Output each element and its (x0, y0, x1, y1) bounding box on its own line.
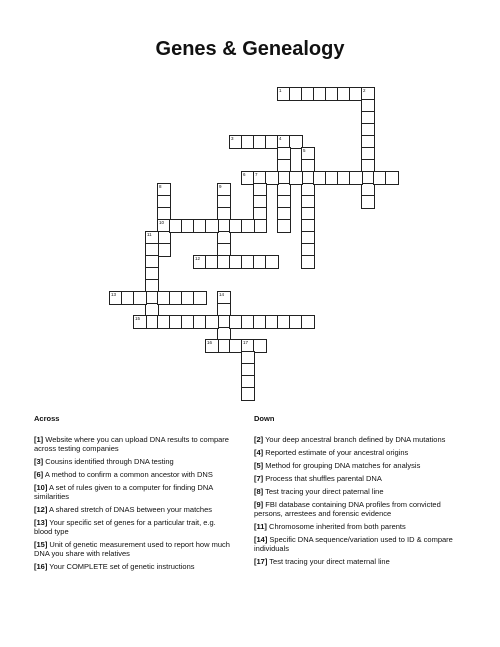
clue-text: Process that shuffles parental DNA (263, 474, 382, 483)
clue-number: [5] (254, 461, 264, 470)
clue-down-5 (254, 461, 459, 470)
grid-cell[interactable] (301, 255, 315, 269)
cell-number: 8 (159, 184, 162, 189)
cell-number: 13 (111, 292, 117, 297)
cell-number: 1 (279, 88, 282, 93)
clue-text: Specific DNA sequence/variation used to ID & compare individuals (254, 535, 453, 553)
clue-across-1 (34, 435, 234, 453)
clue-number: [8] (254, 487, 264, 496)
cell-number: 17 (243, 340, 249, 345)
clue-text: Your deep ancestral branch defined by DNA mutations (263, 435, 446, 444)
grid-cell[interactable] (133, 315, 147, 329)
grid-cell[interactable] (253, 339, 267, 353)
clue-number: [1] (34, 435, 44, 444)
cell-number: 12 (195, 256, 201, 261)
clue-across-3 (34, 457, 234, 466)
grid-cell[interactable] (157, 243, 171, 257)
grid-cell[interactable] (265, 171, 279, 185)
clue-text: A shared stretch of DNAS between your matches (47, 505, 213, 514)
clue-text: Method for grouping DNA matches for analysis (263, 461, 421, 470)
clue-down-11 (254, 522, 459, 531)
grid-cell[interactable] (205, 315, 219, 329)
clue-number: [9] (254, 500, 264, 509)
clue-text: Your COMPLETE set of genetic instructions (47, 562, 195, 571)
clue-text: A method to confirm a common ancestor with DNS (43, 470, 213, 479)
clue-number: [16] (34, 562, 48, 571)
clue-text: Website where you can upload DNA results to compare across testing companies (34, 435, 229, 453)
clue-number: [14] (254, 535, 268, 544)
cell-number: 3 (231, 136, 234, 141)
cell-number: 10 (159, 220, 165, 225)
clue-number: [11] (254, 522, 267, 531)
clue-number: [7] (254, 474, 264, 483)
grid-cell[interactable] (133, 291, 147, 305)
clue-across-15 (34, 540, 234, 558)
grid-cell[interactable] (277, 219, 291, 233)
grid-cell[interactable] (265, 255, 279, 269)
cell-number: 4 (279, 136, 282, 141)
cell-number: 6 (243, 172, 246, 177)
clue-number: [13] (34, 518, 48, 527)
across-clues (34, 414, 234, 575)
clue-down-8 (254, 487, 459, 496)
clue-down-17 (254, 557, 459, 566)
down-clues (254, 414, 459, 570)
cell-number: 16 (207, 340, 213, 345)
cell-number: 9 (219, 184, 222, 189)
clue-number: [4] (254, 448, 264, 457)
clue-down-4 (254, 448, 459, 457)
across-heading: Across (34, 414, 60, 423)
clue-text: Reported estimate of your ancestral origins (263, 448, 409, 457)
clue-across-12 (34, 505, 234, 514)
clue-number: [10] (34, 483, 48, 492)
clue-text: Test tracing your direct maternal line (267, 557, 390, 566)
clue-number: [3] (34, 457, 44, 466)
grid-cell[interactable] (301, 315, 315, 329)
cell-number: 7 (255, 172, 258, 177)
grid-cell[interactable] (289, 171, 303, 185)
clue-down-7 (254, 474, 459, 483)
clue-down-9 (254, 500, 459, 518)
clue-number: [12] (34, 505, 48, 514)
clue-across-10 (34, 483, 234, 501)
clue-text: Test tracing your direct paternal line (263, 487, 384, 496)
cell-number: 14 (219, 292, 225, 297)
clue-number: [6] (34, 470, 44, 479)
clue-text: FBI database containing DNA profiles from convicted persons, arrestees and forensic evidence (254, 500, 441, 518)
cell-number: 15 (135, 316, 141, 321)
clue-down-2 (254, 435, 459, 444)
clue-text: Chromosome inherited from both parents (266, 522, 406, 531)
grid-cell[interactable] (361, 195, 375, 209)
clue-number: [15] (34, 540, 48, 549)
page-title: Genes & Genealogy (155, 38, 345, 60)
clue-across-6 (34, 470, 234, 479)
clue-number: [2] (254, 435, 264, 444)
cell-number: 5 (303, 148, 306, 153)
grid-cell[interactable] (205, 339, 219, 353)
clue-text: Unit of genetic measurement used to report how much DNA you share with relatives (34, 540, 230, 558)
clue-down-14 (254, 535, 459, 553)
grid-cell[interactable] (241, 219, 255, 233)
grid-cell[interactable] (349, 171, 363, 185)
clue-text: Your specific set of genes for a particular trait, e.g. blood type (34, 518, 216, 536)
cell-number: 11 (147, 232, 152, 237)
clue-number: [17] (254, 557, 268, 566)
clue-across-16 (34, 562, 234, 571)
clue-text: Cousins identified through DNA testing (43, 457, 174, 466)
grid-cell[interactable] (205, 219, 219, 233)
clue-text: A set of rules given to a computer for finding DNA similarities (34, 483, 213, 501)
clue-across-13 (34, 518, 234, 536)
grid-cell[interactable] (193, 291, 207, 305)
cell-number: 2 (363, 88, 366, 93)
grid-cell[interactable] (253, 219, 267, 233)
grid-cell[interactable] (241, 387, 255, 401)
grid-cell[interactable] (385, 171, 399, 185)
down-heading: Down (254, 414, 275, 423)
